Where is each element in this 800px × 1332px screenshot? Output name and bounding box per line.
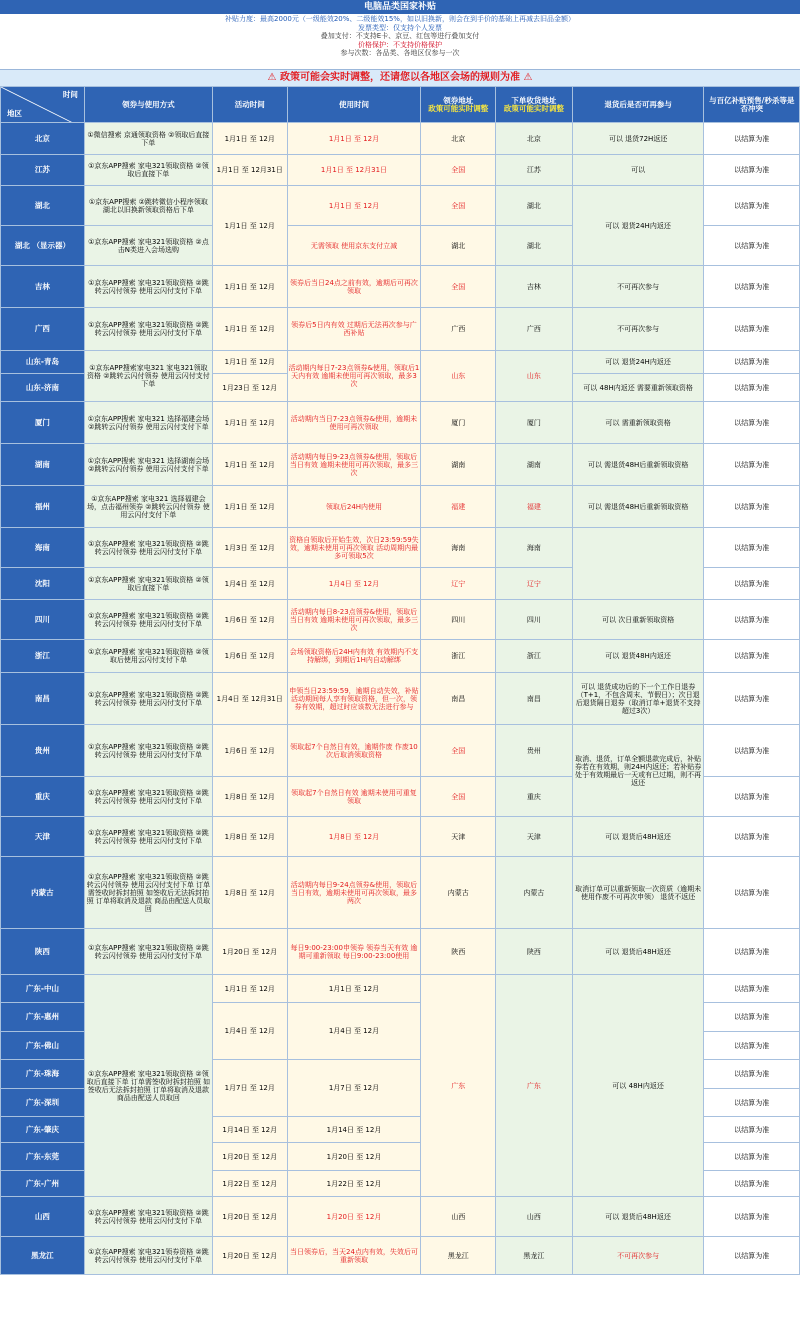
table-row xyxy=(1,975,800,1003)
region-cell: 广东-东莞 xyxy=(1,1143,85,1171)
coupon-address-cell: 全国 xyxy=(421,155,496,186)
coupon-address-cell: 海南 xyxy=(421,528,496,568)
subsidy-conflict-cell: 以结算为准 xyxy=(704,226,800,266)
corner-header xyxy=(1,87,85,123)
coupon-address-cell: 南昌 xyxy=(421,673,496,725)
use-time-cell: 活动期内每日7-23点领券&使用，领取后1天内有效 逾期未使用可再次领取，最多3次 xyxy=(287,351,421,402)
receive-address-cell: 辽宁 xyxy=(495,568,572,600)
use-time-cell: 会场领取资格后24H内有效 有效期内不支持解绑，到期后1H内自动解绑 xyxy=(287,640,421,673)
header-active-time: 活动时间 xyxy=(212,87,287,123)
receive-address-cell: 湖南 xyxy=(495,444,572,486)
region-cell: 湖南 xyxy=(1,444,85,486)
header-receive-address-label: 下单收货地址 xyxy=(511,95,557,105)
guide-cell: ①京东APP搜索 ②跳转微信小程序领取湖北以旧换新领取资格后下单 xyxy=(84,186,212,226)
active-time-cell: 1月22日 至 12月 xyxy=(212,1171,287,1197)
subsidy-conflict-cell: 以结算为准 xyxy=(704,777,800,817)
active-time-cell: 1月14日 至 12月 xyxy=(212,1117,287,1143)
refund-cell: 可以 需退货48H后重新领取资格 xyxy=(572,444,704,486)
use-time-cell: 当日领券后，当天24点内有效，失效后可重新领取 xyxy=(287,1237,421,1275)
subsidy-conflict-cell: 以结算为准 xyxy=(704,374,800,402)
receive-address-cell: 北京 xyxy=(495,123,572,155)
use-time-cell: 领券后当日24点之前有效，逾期后可再次领取 xyxy=(287,266,421,308)
table-row xyxy=(1,817,800,857)
coupon-address-cell: 山西 xyxy=(421,1197,496,1237)
region-cell: 广西 xyxy=(1,308,85,351)
guide-cell: ①京东APP搜索 家电321领取资格 ②跳转云闪付领券 使用云闪付支付下单 xyxy=(84,673,212,725)
use-time-cell: 1月1日 至 12月 xyxy=(287,975,421,1003)
region-cell: 黑龙江 xyxy=(1,1237,85,1275)
receive-address-cell: 浙江 xyxy=(495,640,572,673)
header-use-time: 使用时间 xyxy=(287,87,421,123)
receive-address-cell: 贵州 xyxy=(495,725,572,777)
use-time-cell: 申领当日23:59:59，逾期自动失效，补贴活动期间每人享有领取资格，但一次，领券有效期，超过时应该数无法进行参与 xyxy=(287,673,421,725)
guide-cell: ①京东APP搜索 家电321领取资格 ②领取后直接下单 xyxy=(84,568,212,600)
region-cell: 广东-佛山 xyxy=(1,1032,85,1060)
guide-cell: ①京东APP搜索家电321 家电321领取资格 ②跳转云闪付领券 使用云闪付支付下单 xyxy=(84,351,212,402)
use-time-cell: 活动期内每日9-23点领券&使用，领取后当日有效 逾期未使用可再次领取，最多三次 xyxy=(287,444,421,486)
active-time-cell: 1月20日 至 12月 xyxy=(212,929,287,975)
coupon-address-cell: 广东 xyxy=(421,975,496,1197)
region-cell: 陕西 xyxy=(1,929,85,975)
subsidy-conflict-cell: 以结算为准 xyxy=(704,1237,800,1275)
info-line: 价格保护：不支持价格保护 xyxy=(358,40,442,49)
refund-cell: 可以 退货成功后的下一个工作日退券（T+1，不包含周末、节假日）；次日退后退货隔日退券（取消订单+退货不支持超过3次） xyxy=(572,673,704,725)
use-time-cell: 活动期内每日8-23点领券&使用，领取后当日有效 逾期未使用可再次领取，最多三次 xyxy=(287,600,421,640)
header-subsidy-conflict: 与百亿补贴预售/秒杀等是否冲突 xyxy=(704,87,800,123)
header-receive-address-note: 政策可能实时调整 xyxy=(503,103,564,113)
guide-cell: ①京东APP搜索 家电321领取资格 ②跳转云闪付领券 使用云闪付支付下单 订单需签收时拆封拍照 如签收后无法拆封拍照 订单将取消及退款 商品由配送人员取回 xyxy=(84,857,212,929)
guide-cell: ①京东APP搜索 家电321领取资格 ②跳转云闪付领券 使用云闪付支付下单 xyxy=(84,528,212,568)
table-row xyxy=(1,673,800,725)
table-row xyxy=(1,857,800,929)
region-cell: 江苏 xyxy=(1,155,85,186)
use-time-cell: 领取起7个自然日有效 逾期未使用可重复领取 xyxy=(287,777,421,817)
refund-cell: 可以 退货后48H返还 xyxy=(572,929,704,975)
use-time-cell: 活动期内当日7-23点领券&使用，逾期未使用可再次领取 xyxy=(287,402,421,444)
active-time-cell: 1月1日 至 12月 xyxy=(212,444,287,486)
subsidy-conflict-cell: 以结算为准 xyxy=(704,402,800,444)
coupon-address-cell: 辽宁 xyxy=(421,568,496,600)
subsidy-conflict-cell: 以结算为准 xyxy=(704,1032,800,1060)
refund-cell: 可以 48H内返还 需要重新领取资格 xyxy=(572,374,704,402)
coupon-address-cell: 内蒙古 xyxy=(421,857,496,929)
region-cell: 浙江 xyxy=(1,640,85,673)
guide-cell: ①京东APP搜索 家电321领取资格 ②领取后直接下单 订单需签收时拆封拍照 如签收后无法拆封拍照 订单将取消及退款 商品由配送人员取回 xyxy=(84,975,212,1197)
refund-cell xyxy=(572,528,704,600)
coupon-address-cell: 天津 xyxy=(421,817,496,857)
table-row xyxy=(1,600,800,640)
coupon-address-cell: 浙江 xyxy=(421,640,496,673)
active-time-cell: 1月1日 至 12月 xyxy=(212,351,287,374)
active-time-cell: 1月1日 至 12月 xyxy=(212,402,287,444)
region-cell: 广东-深圳 xyxy=(1,1089,85,1117)
active-time-cell: 1月20日 至 12月 xyxy=(212,1197,287,1237)
refund-cell: 不可再次参与 xyxy=(572,266,704,308)
active-time-cell: 1月1日 至 12月 xyxy=(212,186,287,266)
coupon-address-cell: 福建 xyxy=(421,486,496,528)
active-time-cell: 1月8日 至 12月 xyxy=(212,817,287,857)
use-time-cell: 领取起7个自然日有效，逾期作废 作废10次后取消领取资格 xyxy=(287,725,421,777)
subsidy-conflict-cell: 以结算为准 xyxy=(704,1197,800,1237)
header-guide: 领券与使用方式 xyxy=(84,87,212,123)
region-cell: 沈阳 xyxy=(1,568,85,600)
refund-cell: 可以 需退货48H后重新领取资格 xyxy=(572,486,704,528)
region-cell: 贵州 xyxy=(1,725,85,777)
receive-address-cell: 重庆 xyxy=(495,777,572,817)
receive-address-cell: 厦门 xyxy=(495,402,572,444)
subsidy-conflict-cell: 以结算为准 xyxy=(704,673,800,725)
table-row xyxy=(1,640,800,673)
subsidy-conflict-cell: 以结算为准 xyxy=(704,528,800,568)
active-time-cell: 1月6日 至 12月 xyxy=(212,640,287,673)
refund-cell: 可以 48H内返还 xyxy=(572,975,704,1197)
refund-cell: 可以 次日重新领取资格 xyxy=(572,600,704,640)
coupon-address-cell: 全国 xyxy=(421,186,496,226)
info-line: 发票类型：仅支持个人发票 xyxy=(358,23,442,32)
refund-cell: 不可再次参与 xyxy=(572,308,704,351)
guide-cell: ①京东APP搜索 家电321领券资格 ②跳转云闪付领券 使用云闪付支付下单 xyxy=(84,1237,212,1275)
info-block xyxy=(0,14,800,69)
use-time-cell: 1月7日 至 12月 xyxy=(287,1060,421,1117)
refund-cell: 可以 退货后48H返还 xyxy=(572,817,704,857)
receive-address-cell: 陕西 xyxy=(495,929,572,975)
active-time-cell: 1月20日 至 12月 xyxy=(212,1237,287,1275)
table-row xyxy=(1,266,800,308)
active-time-cell: 1月1日 至 12月 xyxy=(212,266,287,308)
receive-address-cell: 南昌 xyxy=(495,673,572,725)
region-cell: 四川 xyxy=(1,600,85,640)
active-time-cell: 1月1日 至 12月 xyxy=(212,975,287,1003)
subsidy-conflict-cell: 以结算为准 xyxy=(704,568,800,600)
active-time-cell: 1月4日 至 12月31日 xyxy=(212,673,287,725)
header-coupon-address-label: 领券地址 xyxy=(443,95,474,105)
subsidy-conflict-cell: 以结算为准 xyxy=(704,1089,800,1117)
subsidy-conflict-cell: 以结算为准 xyxy=(704,857,800,929)
active-time-cell: 1月7日 至 12月 xyxy=(212,1060,287,1117)
active-time-cell: 1月8日 至 12月 xyxy=(212,857,287,929)
guide-cell: ①京东APP搜索 家电321领取资格 ②跳转云闪付领券 使用云闪付支付下单 xyxy=(84,266,212,308)
coupon-address-cell: 山东 xyxy=(421,351,496,402)
region-cell: 内蒙古 xyxy=(1,857,85,929)
refund-cell: 可以 退货后48H返还 xyxy=(572,1197,704,1237)
active-time-cell: 1月23日 至 12月 xyxy=(212,374,287,402)
use-time-cell: 无需领取 使用京东支付立减 xyxy=(287,226,421,266)
use-time-cell: 1月8日 至 12月 xyxy=(287,817,421,857)
region-cell: 广东-肇庆 xyxy=(1,1117,85,1143)
table-row xyxy=(1,929,800,975)
header-coupon-address xyxy=(421,87,496,123)
table-row xyxy=(1,123,800,155)
guide-cell: ①京东APP搜索 家电321领取资格 ②领取后使用云闪付支付下单 xyxy=(84,640,212,673)
region-cell: 广东-惠州 xyxy=(1,1003,85,1032)
header-refund: 退货后是否可再参与 xyxy=(572,87,704,123)
receive-address-cell: 广西 xyxy=(495,308,572,351)
guide-cell: ①京东APP搜索 家电321 选择福建会场，点击福州领券 ②跳转云闪付领券 使用云闪付支付下单 xyxy=(84,486,212,528)
receive-address-cell: 湖北 xyxy=(495,186,572,226)
active-time-cell: 1月1日 至 12月 xyxy=(212,308,287,351)
use-time-cell: 1月1日 至 12月 xyxy=(287,186,421,226)
subsidy-conflict-cell: 以结算为准 xyxy=(704,123,800,155)
table-row xyxy=(1,351,800,374)
receive-address-cell: 天津 xyxy=(495,817,572,857)
subsidy-conflict-cell: 以结算为准 xyxy=(704,975,800,1003)
refund-cell: 可以 退货24H内返还 xyxy=(572,186,704,266)
coupon-address-cell: 四川 xyxy=(421,600,496,640)
subsidy-conflict-cell: 以结算为准 xyxy=(704,1003,800,1032)
region-cell: 厦门 xyxy=(1,402,85,444)
corner-region-label: 地区 xyxy=(7,109,22,118)
subsidy-conflict-cell: 以结算为准 xyxy=(704,308,800,351)
refund-cell: 不可再次参与 xyxy=(572,1237,704,1275)
subsidy-conflict-cell: 以结算为准 xyxy=(704,186,800,226)
corner-time-label: 时间 xyxy=(62,90,78,99)
guide-cell: ①京东APP搜索 家电321 选择湖南会场 ②跳转云闪付领券 使用云闪付支付下单 xyxy=(84,444,212,486)
use-time-cell: 1月1日 至 12月31日 xyxy=(287,155,421,186)
table-row xyxy=(1,444,800,486)
refund-cell: 取消、退货，订单全额退款完成后，补贴券若在有效期，则24H内返还；若补贴券处于有效期最后一天或有已过期，则不再返还 xyxy=(572,725,704,817)
use-time-cell: 1月20日 至 12月 xyxy=(287,1197,421,1237)
guide-cell: ①京东APP搜索 家电321领取资格 ②跳转云闪付领券 使用云闪付支付下单 xyxy=(84,1197,212,1237)
guide-cell: ①京东APP搜索 家电321领取资格 ②跳转云闪付领券 使用云闪付支付下单 xyxy=(84,308,212,351)
receive-address-cell: 湖北 xyxy=(495,226,572,266)
region-cell: 山东-济南 xyxy=(1,374,85,402)
region-cell: 重庆 xyxy=(1,777,85,817)
subsidy-conflict-cell: 以结算为准 xyxy=(704,351,800,374)
subsidy-table xyxy=(0,86,800,1275)
header-receive-address xyxy=(495,87,572,123)
receive-address-cell: 吉林 xyxy=(495,266,572,308)
policy-warning: ⚠ 政策可能会实时调整，还请您以各地区会场的规则为准 ⚠ xyxy=(0,69,800,87)
use-time-cell: 1月22日 至 12月 xyxy=(287,1171,421,1197)
receive-address-cell: 山东 xyxy=(495,351,572,402)
coupon-address-cell: 全国 xyxy=(421,266,496,308)
use-time-cell: 1月4日 至 12月 xyxy=(287,1003,421,1060)
coupon-address-cell: 厦门 xyxy=(421,402,496,444)
region-cell: 广东-珠海 xyxy=(1,1060,85,1089)
region-cell: 南昌 xyxy=(1,673,85,725)
table-row xyxy=(1,186,800,226)
region-cell: 北京 xyxy=(1,123,85,155)
region-cell: 湖北 xyxy=(1,186,85,226)
use-time-cell: 领取后24H内使用 xyxy=(287,486,421,528)
receive-address-cell: 内蒙古 xyxy=(495,857,572,929)
active-time-cell: 1月4日 至 12月 xyxy=(212,568,287,600)
refund-cell: 可以 需重新领取资格 xyxy=(572,402,704,444)
coupon-address-cell: 陕西 xyxy=(421,929,496,975)
receive-address-cell: 江苏 xyxy=(495,155,572,186)
region-cell: 吉林 xyxy=(1,266,85,308)
use-time-cell: 每日9:00-23:00申领券 领券当天有效 逾期可重新领取 每日9:00-23:00使用 xyxy=(287,929,421,975)
table-row xyxy=(1,725,800,777)
subsidy-conflict-cell: 以结算为准 xyxy=(704,725,800,777)
receive-address-cell: 黑龙江 xyxy=(495,1237,572,1275)
guide-cell: ①微信搜索 京通领取资格 ②领取后直接下单 xyxy=(84,123,212,155)
coupon-address-cell: 广西 xyxy=(421,308,496,351)
active-time-cell: 1月1日 至 12月31日 xyxy=(212,155,287,186)
use-time-cell: 领券后5日内有效 过期后无法再次参与广西补贴 xyxy=(287,308,421,351)
coupon-address-cell: 黑龙江 xyxy=(421,1237,496,1275)
info-line: 叠加支付：不支持E卡、京豆、红包等进行叠加支付 xyxy=(320,32,480,41)
use-time-cell: 1月1日 至 12月 xyxy=(287,123,421,155)
guide-cell: ①京东APP搜索 家电321领取资格 ②跳转云闪付领券 使用云闪付支付下单 xyxy=(84,600,212,640)
coupon-address-cell: 全国 xyxy=(421,725,496,777)
active-time-cell: 1月1日 至 12月 xyxy=(212,486,287,528)
info-line: 补贴力度：最高2000元（一级能效20%、二级能效15%，如以旧换新，则会在到手价的基础上再减去旧品金额） xyxy=(225,15,575,23)
use-time-cell: 资格自领取后开始生效，次日23:59:59失效，逾期未使用可再次领取 活动周期内最多可领取5次 xyxy=(287,528,421,568)
subsidy-conflict-cell: 以结算为准 xyxy=(704,1060,800,1089)
coupon-address-cell: 全国 xyxy=(421,777,496,817)
active-time-cell: 1月4日 至 12月 xyxy=(212,1003,287,1060)
subsidy-conflict-cell: 以结算为准 xyxy=(704,600,800,640)
region-cell: 山东-青岛 xyxy=(1,351,85,374)
active-time-cell: 1月8日 至 12月 xyxy=(212,777,287,817)
active-time-cell: 1月20日 至 12月 xyxy=(212,1143,287,1171)
info-line: 参与次数：各品类、各地区仅参与一次 xyxy=(340,49,460,58)
refund-cell: 可以 xyxy=(572,155,704,186)
region-cell: 广东-广州 xyxy=(1,1171,85,1197)
region-cell: 湖北 （显示器） xyxy=(1,226,85,266)
subsidy-conflict-cell: 以结算为准 xyxy=(704,155,800,186)
guide-cell: ①京东APP搜索 家电321领取资格 ②跳转云闪付领券 使用云闪付支付下单 xyxy=(84,777,212,817)
guide-cell: ①京东APP搜索 家电321领取资格 ②跳转云闪付领券 使用云闪付支付下单 xyxy=(84,929,212,975)
receive-address-cell: 四川 xyxy=(495,600,572,640)
receive-address-cell: 海南 xyxy=(495,528,572,568)
use-time-cell: 1月4日 至 12月 xyxy=(287,568,421,600)
receive-address-cell: 山西 xyxy=(495,1197,572,1237)
subsidy-conflict-cell: 以结算为准 xyxy=(704,929,800,975)
use-time-cell: 1月20日 至 12月 xyxy=(287,1143,421,1171)
active-time-cell: 1月1日 至 12月 xyxy=(212,123,287,155)
use-time-cell: 1月14日 至 12月 xyxy=(287,1117,421,1143)
receive-address-cell: 广东 xyxy=(495,975,572,1197)
guide-cell: ①京东APP搜索 家电321领取资格 ②跳转云闪付领券 使用云闪付支付下单 xyxy=(84,725,212,777)
header-coupon-address-note: 政策可能实时调整 xyxy=(428,103,489,113)
table-row xyxy=(1,308,800,351)
table-row xyxy=(1,402,800,444)
guide-cell: ①京东APP搜索 家电321 选择福建会场 ②跳转云闪付领券 使用云闪付支付下单 xyxy=(84,402,212,444)
use-time-cell: 活动期内每日9-24点领券&使用，领取后当日有效，逾期未使用可再次领取，最多两次 xyxy=(287,857,421,929)
coupon-address-cell: 湖南 xyxy=(421,444,496,486)
subsidy-conflict-cell: 以结算为准 xyxy=(704,444,800,486)
region-cell: 海南 xyxy=(1,528,85,568)
active-time-cell: 1月3日 至 12月 xyxy=(212,528,287,568)
guide-cell: ①京东APP搜索 家电321领取资格 ②跳转云闪付领券 使用云闪付支付下单 xyxy=(84,817,212,857)
region-cell: 广东-中山 xyxy=(1,975,85,1003)
subsidy-conflict-cell: 以结算为准 xyxy=(704,640,800,673)
guide-cell: ①京东APP搜索 家电321领取资格 ②点击N类进入会场选购 xyxy=(84,226,212,266)
refund-cell: 可以 退货24H内返还 xyxy=(572,351,704,374)
region-cell: 天津 xyxy=(1,817,85,857)
active-time-cell: 1月6日 至 12月 xyxy=(212,600,287,640)
active-time-cell: 1月6日 至 12月 xyxy=(212,725,287,777)
receive-address-cell: 福建 xyxy=(495,486,572,528)
subsidy-conflict-cell: 以结算为准 xyxy=(704,1117,800,1143)
coupon-address-cell: 湖北 xyxy=(421,226,496,266)
table-row xyxy=(1,528,800,568)
sheet-title: 电脑品类国家补贴 xyxy=(0,0,800,14)
table-row xyxy=(1,155,800,186)
region-cell: 福州 xyxy=(1,486,85,528)
subsidy-conflict-cell: 以结算为准 xyxy=(704,266,800,308)
table-row xyxy=(1,486,800,528)
subsidy-conflict-cell: 以结算为准 xyxy=(704,1171,800,1197)
refund-cell: 可以 退货48H内返还 xyxy=(572,640,704,673)
region-cell: 山西 xyxy=(1,1197,85,1237)
table-row xyxy=(1,1197,800,1237)
subsidy-conflict-cell: 以结算为准 xyxy=(704,486,800,528)
coupon-address-cell: 北京 xyxy=(421,123,496,155)
refund-cell: 取消订单可以重新领取一次资质（逾期未使用作废不可再次申领） 退货不返还 xyxy=(572,857,704,929)
subsidy-conflict-cell: 以结算为准 xyxy=(704,1143,800,1171)
guide-cell: ①京东APP搜索 家电321领取资格 ②领取后直接下单 xyxy=(84,155,212,186)
subsidy-conflict-cell: 以结算为准 xyxy=(704,817,800,857)
table-row xyxy=(1,1237,800,1275)
refund-cell: 可以 退货72H返还 xyxy=(572,123,704,155)
